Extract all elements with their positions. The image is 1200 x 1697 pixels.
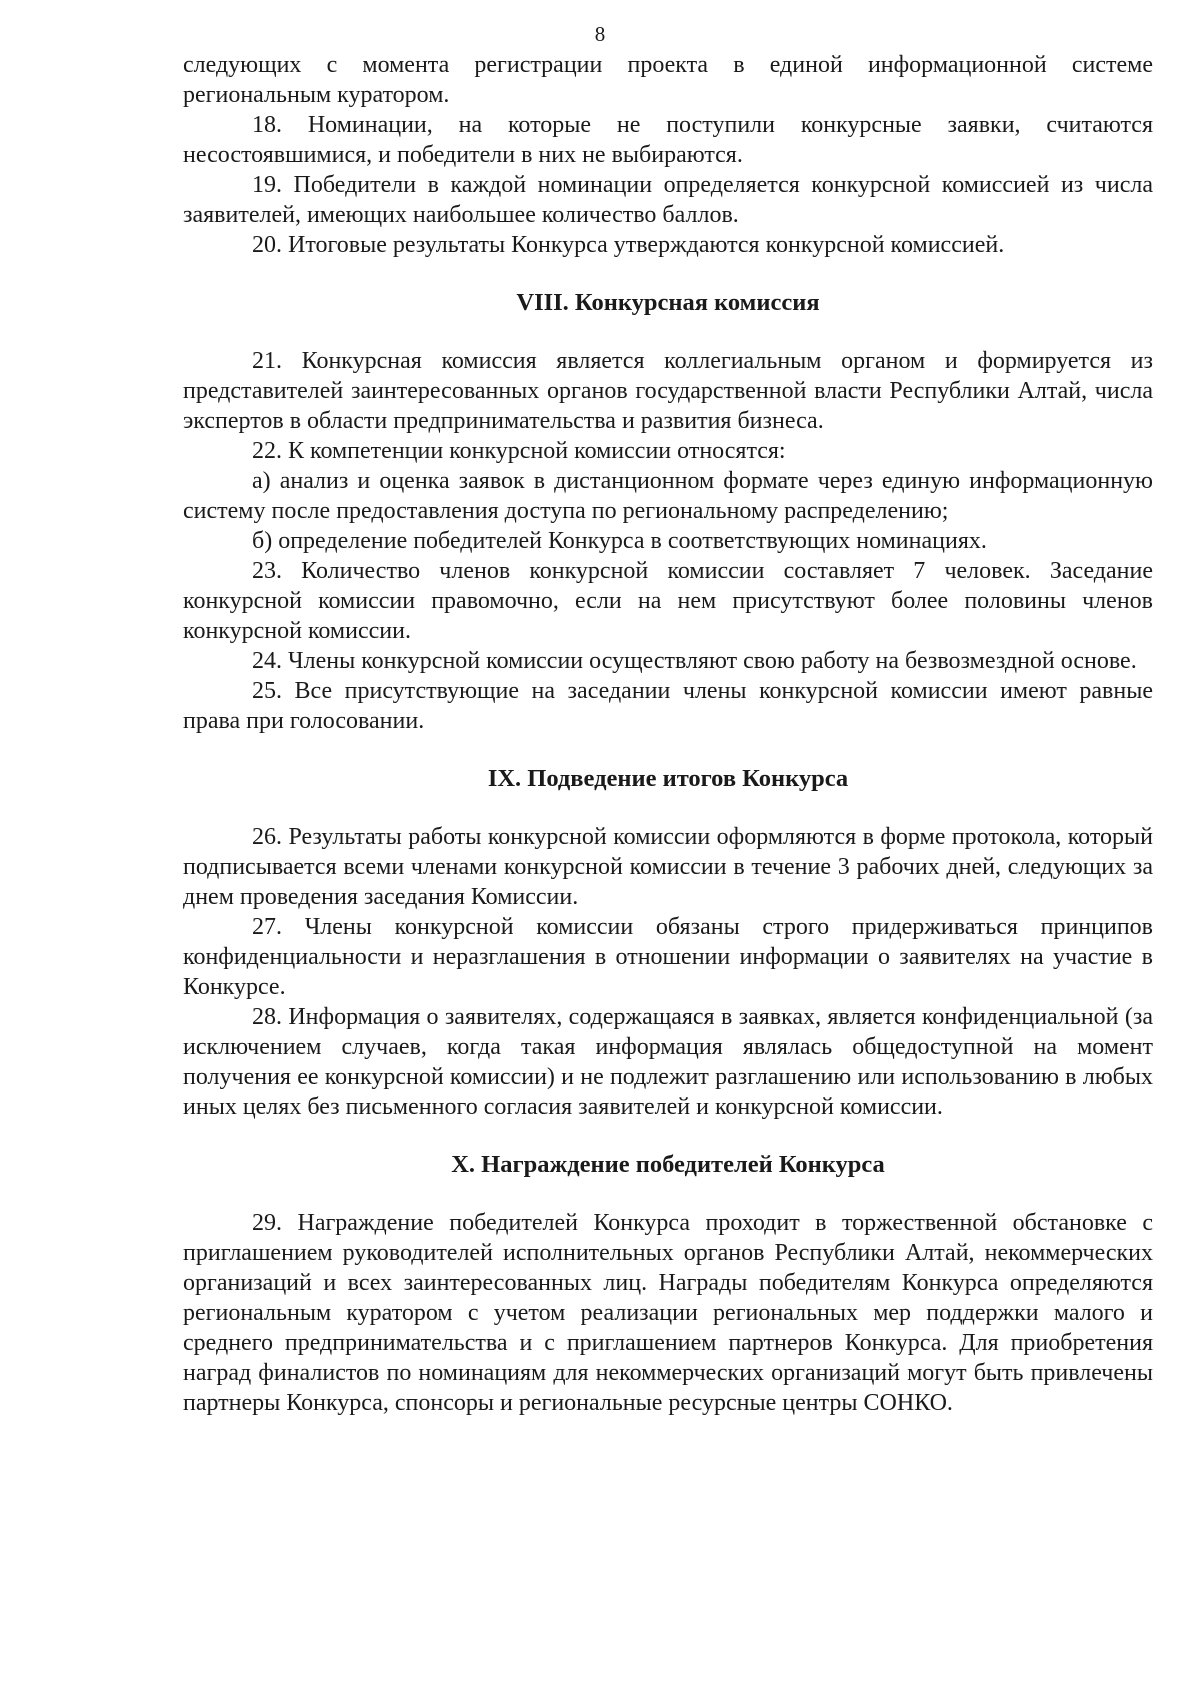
- section-heading-ix: IX. Подведение итогов Конкурса: [487, 765, 849, 792]
- page-number: 8: [594, 22, 606, 46]
- section-heading-viii: VIII. Конкурсная комиссия: [516, 289, 820, 316]
- paragraph-continuation: следующих с момента регистрации проекта в единой информационной системе региональным куратором.: [183, 52, 1153, 108]
- paragraph-22: 22. К компетенции конкурсной комиссии относятся:: [252, 438, 786, 464]
- paragraph-20: 20. Итоговые результаты Конкурса утверждаются конкурсной комиссией.: [252, 232, 1005, 258]
- paragraph-25: 25. Все присутствующие на заседании члены конкурсной комиссии имеют равные права при голосовании.: [183, 678, 1153, 734]
- section-heading-x: X. Награждение победителей Конкурса: [451, 1151, 885, 1178]
- paragraph-18: 18. Номинации, на которые не поступили конкурсные заявки, считаются несостоявшимися, и победители в них не выбираются.: [183, 112, 1153, 168]
- paragraph-26: 26. Результаты работы конкурсной комиссии оформляются в форме протокола, который подписывается всеми членами конкурсной комиссии в течение 3 рабочих дней, следующих за днем проведения заседания Комиссии.: [183, 824, 1153, 910]
- paragraph-21: 21. Конкурсная комиссия является коллегиальным органом и формируется из представителей заинтересованных органов государственной власти Республики Алтай, числа экспертов в области предпринимательства и развития бизнеса.: [183, 348, 1153, 434]
- paragraph-19: 19. Победители в каждой номинации определяется конкурсной комиссией из числа заявителей, имеющих наибольшее количество баллов.: [183, 172, 1153, 228]
- paragraph-29: 29. Награждение победителей Конкурса проходит в торжественной обстановке с приглашением руководителей исполнительных органов Республики Алтай, некоммерческих организаций и всех заинтересованных лиц. Награды победителям Конкурса определяются региональным куратором с учетом реализации региональных мер поддержки малого и среднего предпринимательства и с приглашением партнеров Конкурса. Для приобретения наград финалистов по номинациям для некоммерческих организаций могут быть привлечены партнеры Конкурса, спонсоры и региональные ресурсные центры СОНКО.: [183, 1210, 1153, 1416]
- paragraph-28: 28. Информация о заявителях, содержащаяся в заявках, является конфиденциальной (за исключением случаев, когда такая информация являлась общедоступной на момент получения ее конкурсной комиссии) и не подлежит разглашению или использованию в любых иных целях без письменного согласия заявителей и конкурсной комиссии.: [183, 1004, 1153, 1120]
- paragraph-23: 23. Количество членов конкурсной комиссии составляет 7 человек. Заседание конкурсной комиссии правомочно, если на нем присутствуют более половины членов конкурсной комиссии.: [183, 558, 1153, 644]
- paragraph-24: 24. Члены конкурсной комиссии осуществляют свою работу на безвозмездной основе.: [252, 648, 1137, 674]
- paragraph-22-a: а) анализ и оценка заявок в дистанционном формате через единую информационную систему после предоставления доступа по региональному распределению;: [183, 468, 1153, 524]
- paragraph-27: 27. Члены конкурсной комиссии обязаны строго придерживаться принципов конфиденциальности и неразглашения в отношении информации о заявителях на участие в Конкурсе.: [183, 914, 1153, 1000]
- paragraph-22-b: б) определение победителей Конкурса в соответствующих номинациях.: [252, 528, 987, 554]
- document-body: [183, 50, 1153, 1418]
